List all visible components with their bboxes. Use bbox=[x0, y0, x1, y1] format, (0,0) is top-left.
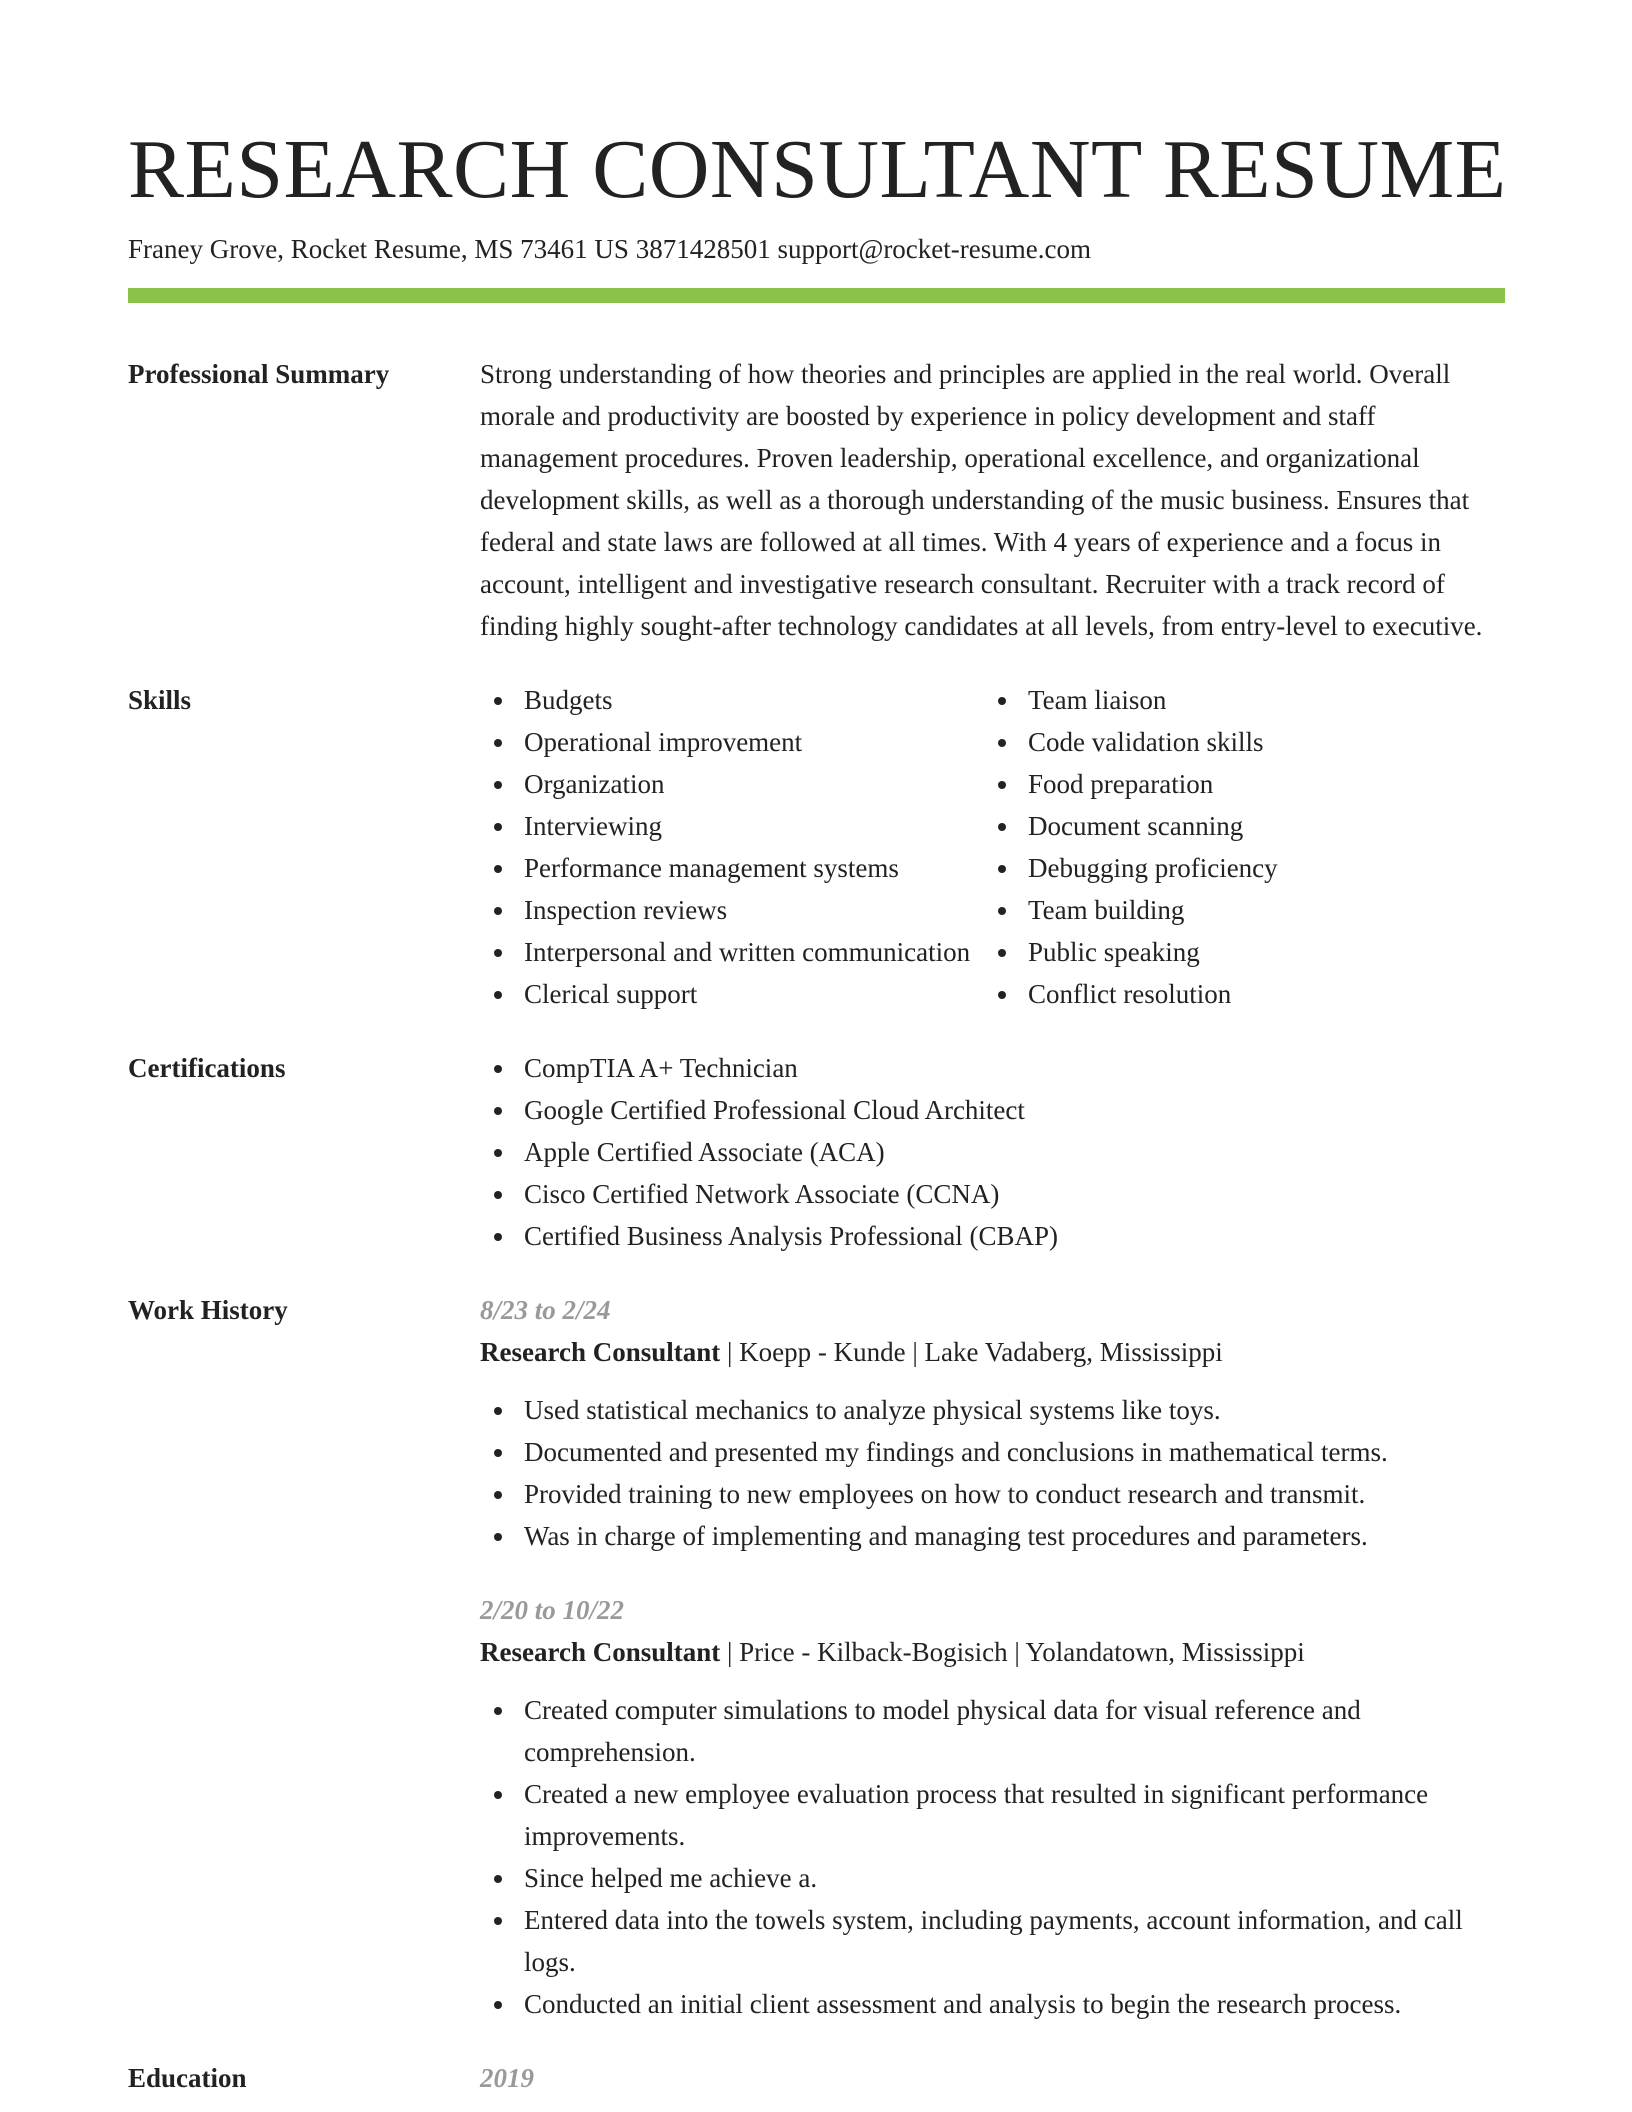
section-label-skills: Skills bbox=[128, 685, 192, 715]
job-heading bbox=[480, 1631, 1505, 1673]
skills-list-right bbox=[984, 679, 1488, 1015]
job-bullet: Provided training to new employees on how to conduct research and transmit. bbox=[480, 1473, 1505, 1515]
section-label-education: Education bbox=[128, 2063, 247, 2093]
section-label-work-history: Work History bbox=[128, 1295, 288, 1325]
certification-item: Cisco Certified Network Associate (CCNA) bbox=[480, 1173, 1505, 1215]
certification-item: Apple Certified Associate (ACA) bbox=[480, 1131, 1505, 1173]
certifications-list bbox=[480, 1047, 1505, 1257]
section-label-summary: Professional Summary bbox=[128, 359, 390, 389]
work-history-body bbox=[480, 1289, 1505, 2025]
certification-item: Certified Business Analysis Professional (CBAP) bbox=[480, 1215, 1505, 1257]
job-entry bbox=[480, 1289, 1505, 1557]
certification-item: Google Certified Professional Cloud Architect bbox=[480, 1089, 1505, 1131]
job-bullet: Documented and presented my findings and conclusions in mathematical terms. bbox=[480, 1431, 1505, 1473]
skill-item: Interpersonal and written communication bbox=[480, 931, 984, 973]
skill-item: Operational improvement bbox=[480, 721, 984, 763]
job-entry bbox=[480, 1589, 1505, 2025]
skill-item: Public speaking bbox=[984, 931, 1488, 973]
job-bullet: Entered data into the towels system, including payments, account information, and call logs. bbox=[480, 1899, 1505, 1983]
job-title: Research Consultant bbox=[480, 1637, 721, 1667]
summary-text: Strong understanding of how theories and principles are applied in the real world. Overall morale and productivity are boosted by experience in policy development and staff management procedures. Proven leadership, operational excellence, and organizational development skills, as well as a thorough understanding of the music business. Ensures that federal and state laws are followed at all times. With 4 years of experience and a focus in account, intelligent and investigative research consultant. Recruiter with a track record of finding highly sought-after technology candidates at all levels, from entry-level to executive. bbox=[480, 359, 1483, 641]
education-body bbox=[480, 2057, 1505, 2099]
job-bullet: Created a new employee evaluation process that resulted in significant performance improvements. bbox=[480, 1773, 1505, 1857]
skills-columns bbox=[480, 679, 1505, 1015]
skill-item: Team liaison bbox=[984, 679, 1488, 721]
skill-item: Code validation skills bbox=[984, 721, 1488, 763]
education-year: 2019 bbox=[480, 2063, 534, 2093]
job-bullets bbox=[480, 1689, 1505, 2025]
job-bullet: Was in charge of implementing and managing test procedures and parameters. bbox=[480, 1515, 1505, 1557]
contact-line: Franey Grove, Rocket Resume, MS 73461 US 3871428501 support@rocket-resume.com bbox=[128, 234, 1091, 264]
skill-item: Budgets bbox=[480, 679, 984, 721]
job-dates: 8/23 to 2/24 bbox=[480, 1295, 611, 1325]
resume-page bbox=[128, 0, 1505, 2099]
job-bullet: Since helped me achieve a. bbox=[480, 1857, 1505, 1899]
section-skills bbox=[128, 679, 1505, 1015]
job-bullets bbox=[480, 1389, 1505, 1557]
skill-item: Performance management systems bbox=[480, 847, 984, 889]
section-education bbox=[128, 2057, 1505, 2099]
skill-item: Interviewing bbox=[480, 805, 984, 847]
section-professional-summary bbox=[128, 353, 1505, 647]
skill-item: Debugging proficiency bbox=[984, 847, 1488, 889]
section-certifications bbox=[128, 1047, 1505, 1257]
skill-item: Inspection reviews bbox=[480, 889, 984, 931]
skill-item: Organization bbox=[480, 763, 984, 805]
job-bullet: Created computer simulations to model physical data for visual reference and comprehension. bbox=[480, 1689, 1505, 1773]
job-bullet: Conducted an initial client assessment and analysis to begin the research process. bbox=[480, 1983, 1505, 2025]
resume-title: RESEARCH CONSULTANT RESUME bbox=[128, 123, 1507, 216]
job-heading bbox=[480, 1331, 1505, 1373]
job-bullet: Used statistical mechanics to analyze physical systems like toys. bbox=[480, 1389, 1505, 1431]
skill-item: Conflict resolution bbox=[984, 973, 1488, 1015]
section-work-history bbox=[128, 1289, 1505, 2025]
skill-item: Team building bbox=[984, 889, 1488, 931]
section-label-certifications: Certifications bbox=[128, 1053, 286, 1083]
skill-item: Document scanning bbox=[984, 805, 1488, 847]
job-employer-location: | Koepp - Kunde | Lake Vadaberg, Mississippi bbox=[720, 1337, 1223, 1367]
job-dates: 2/20 to 10/22 bbox=[480, 1595, 625, 1625]
skill-item: Food preparation bbox=[984, 763, 1488, 805]
certifications-body bbox=[480, 1047, 1505, 1257]
accent-divider bbox=[128, 288, 1505, 303]
job-title: Research Consultant bbox=[480, 1337, 721, 1367]
job-employer-location: | Price - Kilback-Bogisich | Yolandatown, Mississippi bbox=[720, 1637, 1305, 1667]
skills-list-left bbox=[480, 679, 984, 1015]
summary-body bbox=[480, 353, 1505, 647]
skill-item: Clerical support bbox=[480, 973, 984, 1015]
certification-item: CompTIA A+ Technician bbox=[480, 1047, 1505, 1089]
